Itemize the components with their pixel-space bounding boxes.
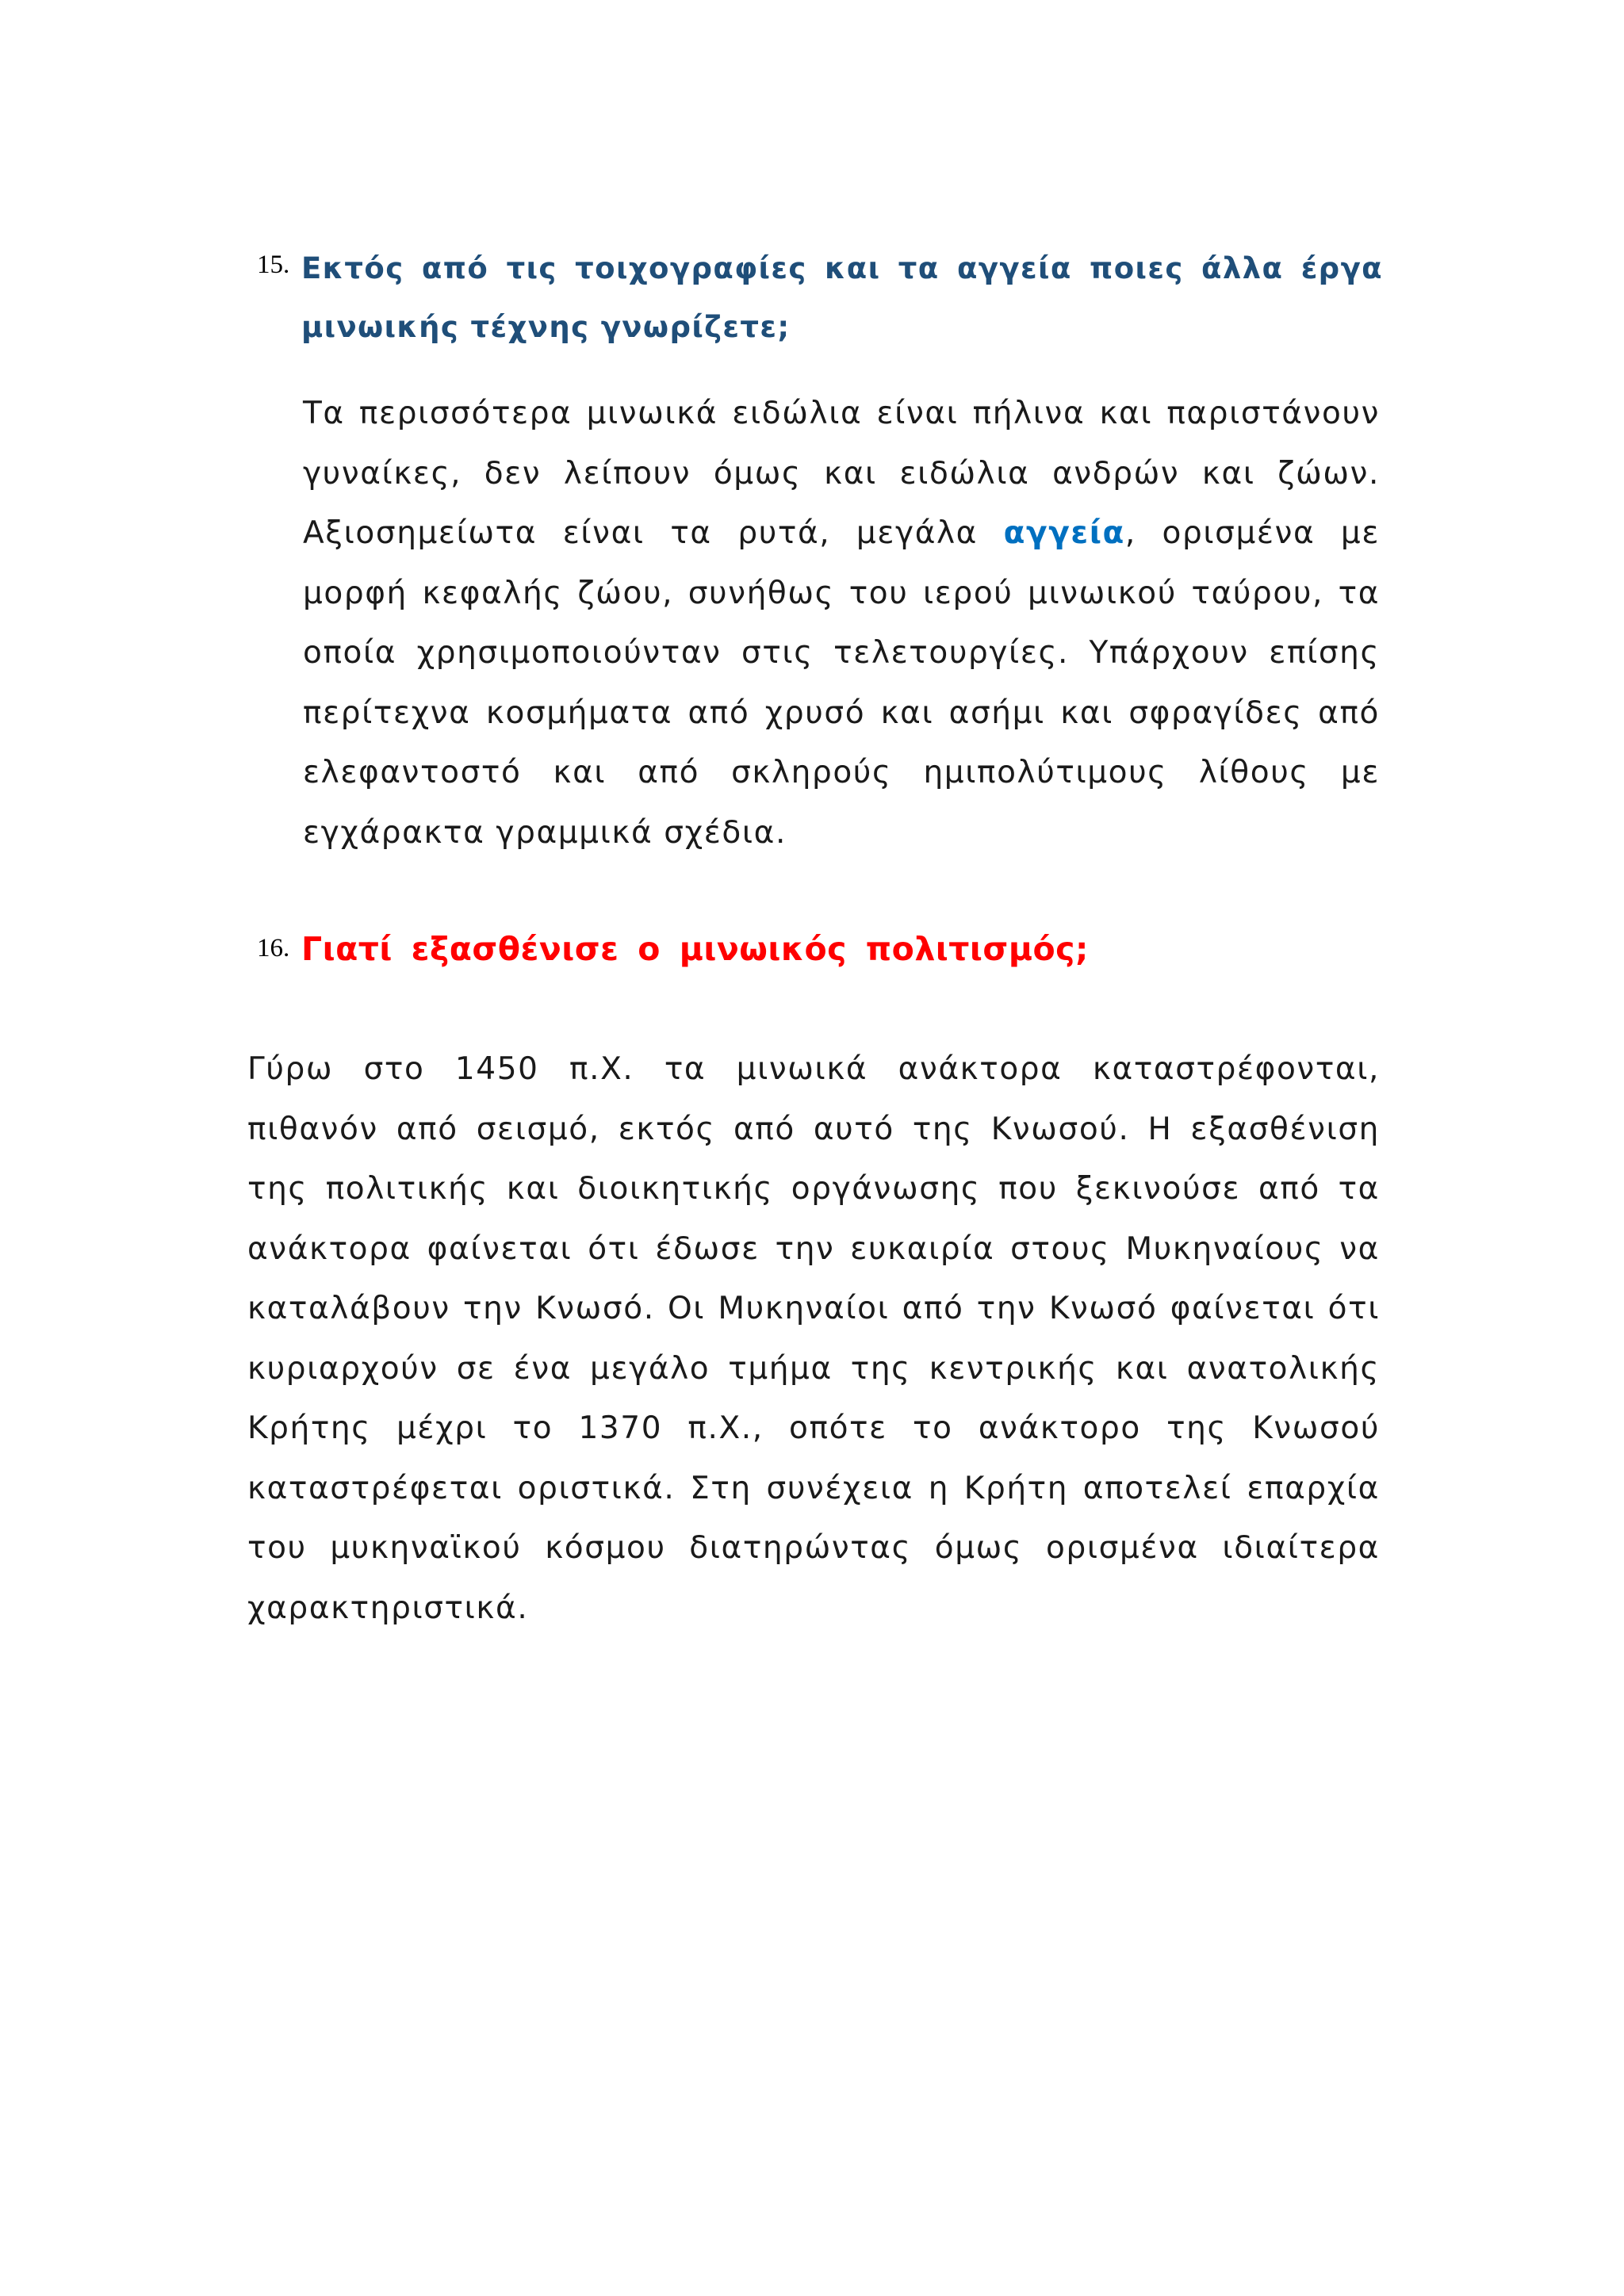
question-number: 15.: [257, 251, 290, 279]
question-number: 16.: [257, 934, 290, 962]
question-16: [257, 920, 1383, 983]
answer-text: , ορισμένα με μορφή κεφαλής ζώου, συνήθως του ιερού μινωικού ταύρου, τα οποία χρησιμοποιούνταν στις τελετουργίες. Υπάρχουν επίσης περίτεχνα κοσμήματα από χρυσό και ασήμι και σφραγίδες από ελεφαντοστό και από σκληρούς ημιπολύτιμους λίθους με εγχάρακτα γραμμικά σχέδια.: [303, 515, 1381, 851]
vessels-link[interactable]: αγγεία: [1003, 515, 1125, 551]
question-text: Γιατί εξασθένισε ο μινωικός πολιτισμός;: [301, 930, 1089, 968]
answer-text: Τα περισσότερα μινωικά ειδώλια είναι πήλινα και παριστάνουν γυναίκες, δεν λείπουν όμως και ειδώλια ανδρών και ζώων. Αξιοσημείωτα είναι τα ρυτά, μεγάλα: [303, 396, 1380, 551]
answer-15-paragraph: [303, 384, 1380, 863]
answer-16-paragraph: Γύρω στο 1450 π.Χ. τα μινωικά ανάκτορα καταστρέφονται, πιθανόν από σεισμό, εκτός από αυτό της Κνωσού. Η εξασθένιση της πολιτικής και διοικητικής οργάνωσης που ξεκινούσε από τα ανάκτορα φαίνεται ότι έδωσε την ευκαιρία στους Μυκηναίους να καταλάβουν την Κνωσό. Οι Μυκηναίοι από την Κνωσό φαίνεται ότι κυριαρχούν σε ένα μεγάλο τμήμα της κεντρικής και ανατολικής Κρήτης μέχρι το 1370 π.Χ., οπότε το ανάκτορο της Κνωσού καταστρέφεται οριστικά. Στη συνέχεια η Κρήτη αποτελεί επαρχία του μυκηναϊκού κόσμου διατηρώντας όμως ορισμένα ιδιαίτερα χαρακτηριστικά.: [247, 1051, 1380, 1626]
question-text: Εκτός από τις τοιχογραφίες και τα αγγεία ποιες άλλα έργα μινωικής τέχνης γνωρίζετε;: [301, 251, 1383, 344]
question-15: [257, 239, 1383, 366]
